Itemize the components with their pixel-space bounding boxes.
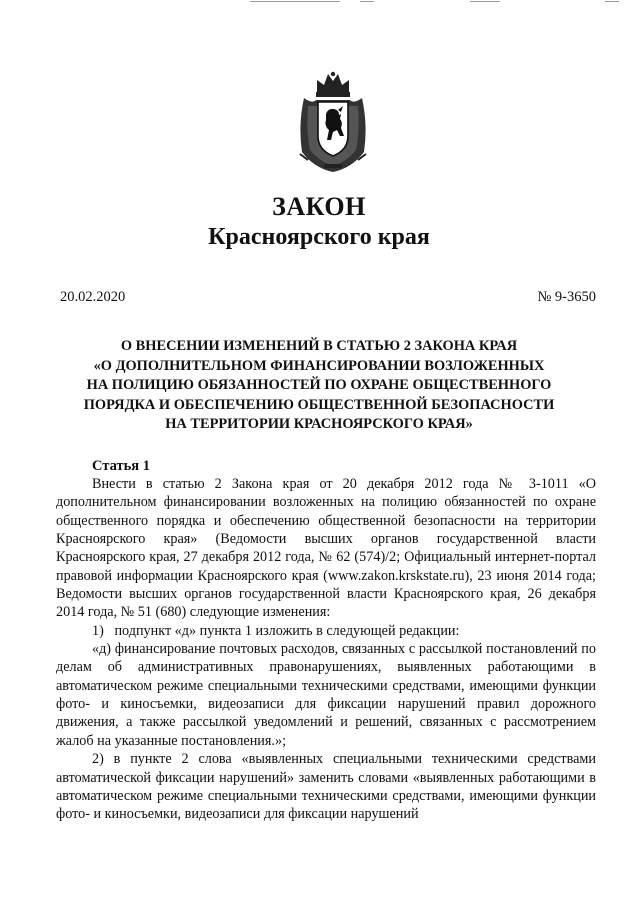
article-paragraph: Внести в статью 2 Закона края от 20 декабря 2012 года № 3-1011 «О дополнительном финансировании возложенных на полицию обязанностей по охране общественного порядка и обеспечению общественной безопасности на территории Красноярского края» (Ведомости высших органов государственной власти Красноярского края, 27 декабря 2012 года, № 62 (574)/2; Официальный интернет-портал правовой информации Красноярского края (www.zakon.krskstate.ru), 23 июня 2014 года; Ведомости высших органов государственной власти Красноярского края, 26 декабря 2014 года, № 51 (680) следующие изменения: <box>56 476 596 621</box>
law-heading-line: ПОРЯДКА И ОБЕСПЕЧЕНИЮ ОБЩЕСТВЕННОЙ БЕЗОПАСНОСТИ <box>83 396 555 413</box>
law-number: № 9-3650 <box>537 289 596 305</box>
law-date: 20.02.2020 <box>60 289 126 305</box>
coat-of-arms-icon <box>294 70 372 174</box>
law-heading-line: О ВНЕСЕНИИ ИЗМЕНЕНИЙ В СТАТЬЮ 2 ЗАКОНА КРАЯ <box>120 338 518 354</box>
law-heading-line: «О ДОПОЛНИТЕЛЬНОМ ФИНАНСИРОВАНИИ ВОЗЛОЖЕННЫХ <box>93 357 545 374</box>
document-subtitle: Красноярского края <box>208 224 430 250</box>
law-heading-line: НА ПОЛИЦИЮ ОБЯЗАННОСТЕЙ ПО ОХРАНЕ ОБЩЕСТВЕННОГО <box>86 377 552 393</box>
law-heading-line: НА ТЕРРИТОРИИ КРАСНОЯРСКОГО КРАЯ» <box>165 416 473 432</box>
article-paragraph: 1) подпункт «д» пункта 1 изложить в следующей редакции: <box>92 622 460 639</box>
article-paragraph: 2) в пункте 2 слова «выявленных специальными техническими средствами автоматической фиксации нарушений» заменить словами «выявленных работающими в автоматическом режиме специальными техническими средствами, имеющими функции фото- и киносъемки, видеозаписи для фиксации нарушений <box>56 751 596 823</box>
article-body <box>56 475 596 824</box>
document-title: ЗАКОН <box>272 192 366 221</box>
article-title: Статья 1 <box>92 458 150 474</box>
article-paragraph: «д) финансирование почтовых расходов, связанных с рассылкой постановлений по делам об административных правонарушениях, выявленных работающими в автоматическом режиме специальными техническими средствами, имеющими функции фото- и киносъемки, видеозаписи для фиксации нарушений правил дорожного движения, а также рассылкой уведомлений и решений, связанных с рассмотрением жалоб на указанные постановления.»; <box>56 641 596 749</box>
scan-artifacts <box>0 0 638 6</box>
law-heading <box>40 337 598 435</box>
